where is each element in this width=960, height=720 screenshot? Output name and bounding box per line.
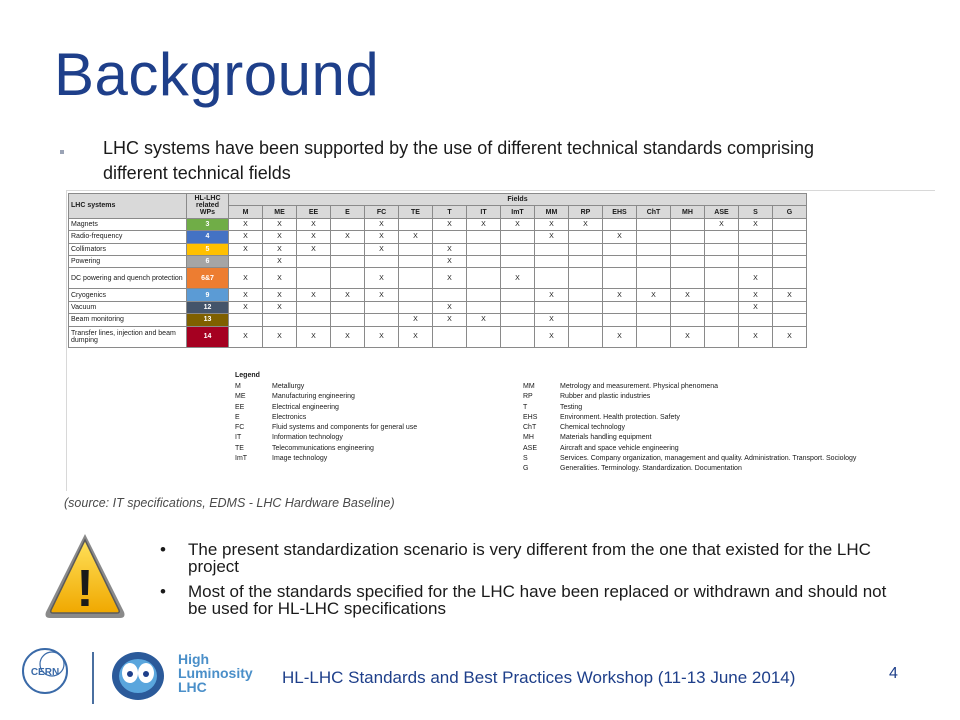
table-row: [69, 218, 807, 230]
legend-code: E: [235, 413, 240, 421]
field-mark-cell: [705, 255, 739, 267]
table-row: [69, 268, 807, 289]
bullet-item: [160, 541, 900, 575]
system-cell: Collimators: [69, 243, 187, 255]
field-mark-cell: [467, 268, 501, 289]
field-mark-cell: [501, 255, 535, 267]
system-cell: Magnets: [69, 218, 187, 230]
field-mark-cell: [501, 326, 535, 347]
system-cell: Cryogenics: [69, 289, 187, 301]
field-mark-cell: X: [433, 301, 467, 313]
field-mark-cell: [569, 301, 603, 313]
field-mark-cell: [773, 314, 807, 326]
legend-code: ME: [235, 393, 246, 401]
field-mark-cell: [501, 231, 535, 243]
warning-symbol: !: [76, 560, 94, 618]
field-mark-cell: [671, 314, 705, 326]
field-mark-cell: X: [535, 326, 569, 347]
field-mark-cell: [569, 289, 603, 301]
field-mark-cell: [365, 301, 399, 313]
system-cell: Radio-frequency: [69, 231, 187, 243]
field-mark-cell: [637, 326, 671, 347]
legend-code: ChT: [523, 424, 537, 432]
field-mark-cell: [365, 314, 399, 326]
field-mark-cell: X: [433, 243, 467, 255]
field-mark-cell: X: [297, 218, 331, 230]
legend-code: ImT: [235, 455, 248, 463]
cern-logo-text: CERN: [30, 667, 60, 678]
field-mark-cell: [671, 218, 705, 230]
field-mark-cell: X: [739, 301, 773, 313]
field-header: E: [331, 206, 365, 218]
legend-entry: [235, 423, 417, 433]
legend-description: Electronics: [272, 413, 307, 421]
field-mark-cell: X: [773, 326, 807, 347]
field-mark-cell: X: [365, 268, 399, 289]
legend-entry: [523, 423, 856, 433]
field-mark-cell: [331, 218, 365, 230]
field-mark-cell: [603, 314, 637, 326]
field-mark-cell: X: [603, 231, 637, 243]
field-mark-cell: X: [229, 301, 263, 313]
field-mark-cell: [637, 255, 671, 267]
field-mark-cell: [603, 268, 637, 289]
legend-description: Image technology: [272, 455, 328, 463]
field-mark-cell: X: [365, 243, 399, 255]
field-mark-cell: [399, 255, 433, 267]
field-mark-cell: [433, 289, 467, 301]
field-mark-cell: X: [263, 218, 297, 230]
field-mark-cell: X: [365, 289, 399, 301]
legend-entry: [235, 444, 417, 454]
field-header: ASE: [705, 206, 739, 218]
field-mark-cell: [569, 255, 603, 267]
field-mark-cell: X: [331, 289, 365, 301]
legend-code: FC: [235, 424, 245, 432]
field-mark-cell: X: [399, 231, 433, 243]
field-mark-cell: X: [739, 268, 773, 289]
legend-code: RP: [523, 393, 533, 401]
field-header: M: [229, 206, 263, 218]
field-mark-cell: X: [739, 326, 773, 347]
field-mark-cell: [535, 301, 569, 313]
legend-description: Information technology: [272, 434, 343, 442]
field-mark-cell: [773, 218, 807, 230]
legend-description: Testing: [560, 403, 583, 411]
wp-cell: 12: [187, 301, 229, 313]
field-mark-cell: [603, 301, 637, 313]
wp-cell: 6&7: [187, 268, 229, 289]
field-mark-cell: X: [263, 301, 297, 313]
field-mark-cell: [501, 243, 535, 255]
field-mark-cell: [467, 326, 501, 347]
legend-description: Fluid systems and components for general use: [272, 424, 418, 432]
field-mark-cell: [569, 231, 603, 243]
source-note: (source: IT specifications, EDMS - LHC Hardware Baseline): [64, 496, 395, 510]
field-mark-cell: X: [467, 218, 501, 230]
field-mark-cell: X: [739, 218, 773, 230]
field-mark-cell: X: [297, 326, 331, 347]
field-mark-cell: [331, 301, 365, 313]
table-row: [69, 231, 807, 243]
field-header: MM: [535, 206, 569, 218]
field-mark-cell: [637, 314, 671, 326]
field-mark-cell: X: [229, 243, 263, 255]
field-mark-cell: X: [603, 326, 637, 347]
field-mark-cell: [637, 218, 671, 230]
field-mark-cell: X: [739, 289, 773, 301]
field-mark-cell: [433, 231, 467, 243]
field-header: G: [773, 206, 807, 218]
table-row: [69, 326, 807, 347]
field-mark-cell: [773, 243, 807, 255]
legend-description: Metallurgy: [272, 383, 305, 390]
legend-description: Manufacturing engineering: [272, 393, 355, 401]
field-mark-cell: [399, 218, 433, 230]
legend-code: S: [523, 455, 528, 463]
field-header: ME: [263, 206, 297, 218]
field-mark-cell: X: [705, 218, 739, 230]
hl-logo-line: Luminosity: [178, 665, 253, 681]
field-mark-cell: [705, 289, 739, 301]
field-mark-cell: [535, 255, 569, 267]
bullet-text: Most of the standards specified for the LHC have been replaced or withdrawn and should not be used for HL-LHC specifications: [188, 582, 887, 618]
legend-entry: [523, 433, 856, 443]
legend-title: Legend: [235, 372, 260, 379]
field-mark-cell: X: [229, 289, 263, 301]
field-mark-cell: [501, 301, 535, 313]
field-mark-cell: [331, 243, 365, 255]
field-mark-cell: [671, 268, 705, 289]
legend-left-column: [235, 382, 417, 464]
legend-entry: [235, 433, 417, 443]
field-mark-cell: [637, 268, 671, 289]
hl-logo-line: LHC: [178, 679, 207, 695]
field-mark-cell: [773, 231, 807, 243]
legend-entry: [235, 382, 417, 392]
legend-entry: [235, 403, 417, 413]
field-mark-cell: [739, 231, 773, 243]
field-header: IT: [467, 206, 501, 218]
legend-entry: [523, 382, 856, 392]
field-mark-cell: [399, 243, 433, 255]
field-mark-cell: [671, 243, 705, 255]
legend-code: IT: [235, 434, 242, 442]
legend-description: Metrology and measurement. Physical phenomena: [560, 383, 718, 390]
bullet-text: The present standardization scenario is very different from the one that existed for the LHC project: [188, 540, 871, 576]
field-mark-cell: [467, 255, 501, 267]
legend-entry: [523, 413, 856, 423]
field-mark-cell: X: [331, 326, 365, 347]
field-mark-cell: [739, 243, 773, 255]
field-mark-cell: [331, 268, 365, 289]
field-mark-cell: X: [501, 268, 535, 289]
field-mark-cell: [501, 289, 535, 301]
legend-entry: [523, 464, 856, 474]
table-row: [69, 314, 807, 326]
bullet-marker: [60, 150, 64, 154]
field-mark-cell: X: [229, 326, 263, 347]
field-mark-cell: X: [535, 231, 569, 243]
field-mark-cell: [467, 289, 501, 301]
field-mark-cell: X: [535, 314, 569, 326]
hl-logo-line: High: [178, 651, 210, 667]
slide-title: Background: [54, 41, 380, 108]
legend-description: Generalities. Terminology. Standardization. Documentation: [560, 465, 742, 473]
field-mark-cell: [297, 314, 331, 326]
field-mark-cell: X: [535, 218, 569, 230]
field-mark-cell: X: [263, 268, 297, 289]
field-mark-cell: X: [365, 218, 399, 230]
field-mark-cell: X: [263, 231, 297, 243]
field-mark-cell: X: [297, 243, 331, 255]
table-body: [69, 218, 807, 347]
header-fields: Fields: [229, 194, 807, 206]
field-mark-cell: X: [773, 289, 807, 301]
cern-logo: [20, 646, 70, 696]
field-mark-cell: [331, 255, 365, 267]
field-mark-cell: [399, 268, 433, 289]
legend-code: EE: [235, 403, 245, 411]
legend-entry: [235, 392, 417, 402]
field-mark-cell: [263, 314, 297, 326]
field-mark-cell: [705, 326, 739, 347]
field-mark-cell: X: [263, 289, 297, 301]
legend-description: Telecommunications engineering: [272, 444, 374, 452]
legend-code: G: [523, 465, 529, 473]
field-mark-cell: [637, 301, 671, 313]
table-row: [69, 243, 807, 255]
field-mark-cell: [569, 243, 603, 255]
field-header: EHS: [603, 206, 637, 218]
legend-entry: [523, 444, 856, 454]
field-mark-cell: [297, 255, 331, 267]
field-mark-cell: X: [365, 231, 399, 243]
system-cell: DC powering and quench protection: [69, 268, 187, 289]
field-mark-cell: [603, 255, 637, 267]
legend-description: Materials handling equipment: [560, 434, 652, 442]
legend-description: Electrical engineering: [272, 403, 339, 411]
table-row: [69, 255, 807, 267]
legend-entry: [235, 454, 417, 464]
field-mark-cell: [331, 314, 365, 326]
field-header: FC: [365, 206, 399, 218]
field-mark-cell: [739, 314, 773, 326]
field-header: MH: [671, 206, 705, 218]
field-mark-cell: [399, 289, 433, 301]
legend-code: MH: [523, 434, 534, 442]
field-mark-cell: [773, 268, 807, 289]
field-mark-cell: [535, 268, 569, 289]
wp-cell: 6: [187, 255, 229, 267]
field-mark-cell: [705, 301, 739, 313]
field-mark-cell: [569, 326, 603, 347]
field-mark-cell: [399, 301, 433, 313]
field-header: EE: [297, 206, 331, 218]
field-mark-cell: [297, 301, 331, 313]
field-mark-cell: X: [433, 255, 467, 267]
field-mark-cell: [705, 268, 739, 289]
field-mark-cell: [467, 231, 501, 243]
bullet-list: [160, 541, 900, 625]
system-cell: Powering: [69, 255, 187, 267]
legend-entry: [523, 403, 856, 413]
legend-entry: [235, 413, 417, 423]
legend-code: ASE: [523, 444, 538, 452]
field-mark-cell: X: [399, 326, 433, 347]
field-mark-cell: X: [467, 314, 501, 326]
wp-cell: 5: [187, 243, 229, 255]
field-mark-cell: [467, 301, 501, 313]
legend-code: T: [523, 403, 528, 411]
field-mark-cell: X: [263, 326, 297, 347]
field-mark-cell: [773, 255, 807, 267]
field-mark-cell: [705, 231, 739, 243]
legend-right-column: [523, 382, 856, 475]
legend-description: Rubber and plastic industries: [560, 393, 651, 401]
legend-description: Chemical technology: [560, 424, 625, 432]
legend-description: Services. Company organization, management and quality. Administration. Transport. Sociology: [560, 455, 857, 463]
wp-cell: 14: [187, 326, 229, 347]
field-mark-cell: X: [671, 326, 705, 347]
footer-separator: [92, 652, 94, 704]
wp-cell: 13: [187, 314, 229, 326]
bullet-item: [160, 583, 900, 617]
field-mark-cell: X: [433, 268, 467, 289]
field-mark-cell: X: [433, 218, 467, 230]
table-row: [69, 289, 807, 301]
field-mark-cell: [365, 255, 399, 267]
legend-code: MM: [523, 383, 535, 390]
field-mark-cell: [671, 231, 705, 243]
field-mark-cell: [229, 314, 263, 326]
field-mark-cell: X: [569, 218, 603, 230]
field-mark-cell: [671, 301, 705, 313]
field-mark-cell: [637, 243, 671, 255]
hl-lhc-logo-text: [178, 652, 253, 694]
field-mark-cell: [467, 243, 501, 255]
field-mark-cell: X: [399, 314, 433, 326]
field-mark-cell: X: [637, 289, 671, 301]
field-mark-cell: [671, 255, 705, 267]
field-mark-cell: X: [365, 326, 399, 347]
field-header: TE: [399, 206, 433, 218]
bullet-dot: •: [160, 540, 166, 559]
legend-description: Environment. Health protection. Safety: [560, 413, 680, 421]
field-mark-cell: X: [263, 255, 297, 267]
field-mark-cell: [433, 326, 467, 347]
field-mark-cell: X: [229, 268, 263, 289]
field-header: RP: [569, 206, 603, 218]
system-cell: Beam monitoring: [69, 314, 187, 326]
field-mark-cell: [773, 301, 807, 313]
field-mark-cell: [535, 243, 569, 255]
legend-entry: [523, 454, 856, 464]
hl-lhc-logo: [106, 648, 176, 702]
field-mark-cell: X: [229, 218, 263, 230]
intro-text: LHC systems have been supported by the use of different technical standards comprising different technical fields: [103, 138, 815, 183]
field-header: T: [433, 206, 467, 218]
field-mark-cell: X: [229, 231, 263, 243]
legend-entry: [523, 392, 856, 402]
legend-description: Aircraft and space vehicle engineering: [560, 444, 679, 452]
field-mark-cell: X: [535, 289, 569, 301]
footer-workshop-title: HL-LHC Standards and Best Practices Workshop (11-13 June 2014): [282, 668, 796, 687]
field-mark-cell: X: [297, 289, 331, 301]
field-mark-cell: X: [603, 289, 637, 301]
field-mark-cell: [705, 314, 739, 326]
field-mark-cell: [569, 268, 603, 289]
field-header: ChT: [637, 206, 671, 218]
wp-cell: 3: [187, 218, 229, 230]
header-wp: HL-LHC related WPs: [187, 194, 229, 219]
field-mark-cell: [569, 314, 603, 326]
standards-table: [68, 193, 807, 348]
field-mark-cell: [229, 255, 263, 267]
bullet-dot: •: [160, 582, 166, 601]
wp-cell: 4: [187, 231, 229, 243]
field-mark-cell: [603, 218, 637, 230]
field-mark-cell: [297, 268, 331, 289]
page-number: 4: [889, 665, 898, 682]
field-mark-cell: X: [433, 314, 467, 326]
field-mark-cell: X: [671, 289, 705, 301]
field-header: S: [739, 206, 773, 218]
field-mark-cell: X: [331, 231, 365, 243]
legend: [235, 371, 857, 473]
legend-code: TE: [235, 444, 244, 452]
field-mark-cell: X: [297, 231, 331, 243]
field-header: ImT: [501, 206, 535, 218]
field-mark-cell: [501, 314, 535, 326]
legend-code: M: [235, 383, 241, 390]
field-mark-cell: X: [501, 218, 535, 230]
field-mark-cell: [739, 255, 773, 267]
field-mark-cell: [705, 243, 739, 255]
header-systems: LHC systems: [69, 194, 187, 219]
system-cell: Vacuum: [69, 301, 187, 313]
legend-code: EHS: [523, 413, 538, 421]
warning-icon: [42, 528, 128, 624]
table-row: [69, 301, 807, 313]
wp-cell: 9: [187, 289, 229, 301]
field-mark-cell: [603, 243, 637, 255]
system-cell: Transfer lines, injection and beam dumping: [69, 326, 187, 347]
field-mark-cell: [637, 231, 671, 243]
field-mark-cell: X: [263, 243, 297, 255]
